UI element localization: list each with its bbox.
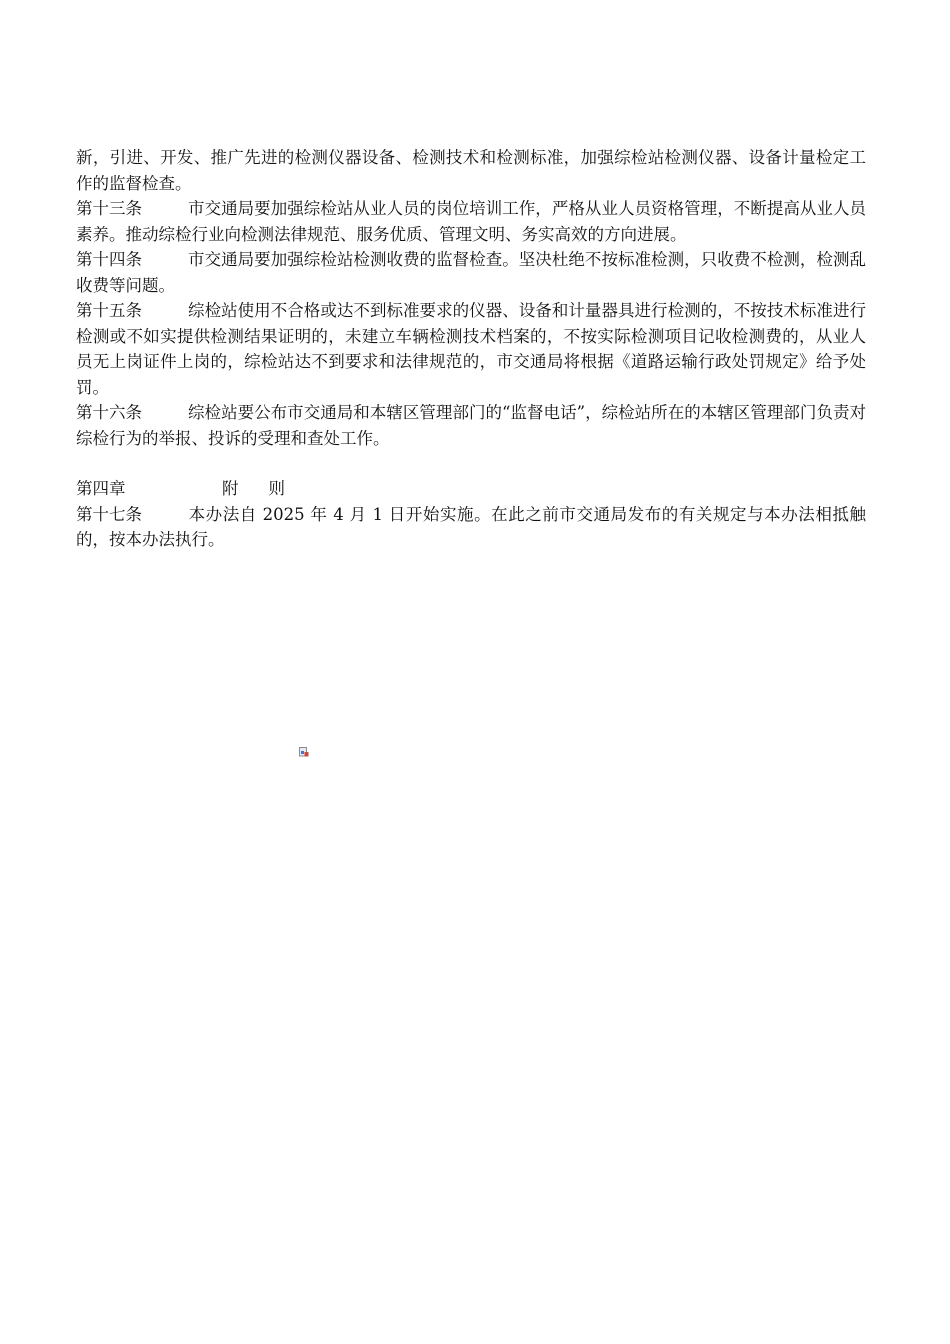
article-15 bbox=[76, 298, 866, 400]
article-13 bbox=[76, 196, 866, 247]
chapter-number: 第四章 bbox=[76, 479, 126, 498]
article-number: 第十五条 bbox=[76, 301, 142, 320]
article-14 bbox=[76, 247, 866, 298]
article-text: 综检站要公布市交通局和本辖区管理部门的“监督电话”，综检站所在的本辖区管理部门负责对综检行为的举报、投诉的受理和查处工作。 bbox=[76, 403, 866, 448]
chapter-title-char: 附 bbox=[222, 479, 239, 498]
paragraph-continued bbox=[76, 145, 866, 196]
article-text: 市交通局要加强综检站从业人员的岗位培训工作，严格从业人员资格管理，不断提高从业人员素养。推动综检行业向检测法律规范、服务优质、管理文明、务实高效的方向进展。 bbox=[76, 199, 866, 244]
article-number: 第十三条 bbox=[76, 199, 142, 218]
article-number: 第十七条 bbox=[76, 504, 142, 524]
article-17 bbox=[76, 502, 866, 553]
article-text: 综检站使用不合格或达不到标准要求的仪器、设备和计量器具进行检测的，不按技术标准进行检测或不如实提供检测结果证明的，未建立车辆检测技术档案的，不按实际检测项目记收检测费的，从业人员无上岗证件上岗的，综检站达不到要求和法律规范的，市交通局将根据《道路运输行政处罚规定》给予处罚。 bbox=[76, 301, 866, 397]
article-number: 第十四条 bbox=[76, 250, 142, 269]
article-16 bbox=[76, 400, 866, 451]
chapter-heading bbox=[76, 476, 866, 502]
broken-image-icon bbox=[299, 742, 309, 752]
article-text: 本办法自 2025 年 4 月 1 日开始实施。在此之前市交通局发布的有关规定与本办法相抵触的，按本办法执行。 bbox=[76, 504, 866, 549]
chapter-title-char: 则 bbox=[268, 479, 285, 498]
article-text: 市交通局要加强综检站检测收费的监督检查。坚决杜绝不按标准检测，只收费不检测，检测乱收费等问题。 bbox=[76, 250, 866, 295]
document-body bbox=[76, 145, 866, 553]
blank-line bbox=[76, 451, 866, 476]
paragraph-text: 新，引进、开发、推广先进的检测仪器设备、检测技术和检测标准，加强综检站检测仪器、设备计量检定工作的监督检查。 bbox=[76, 148, 866, 193]
article-number: 第十六条 bbox=[76, 403, 142, 422]
